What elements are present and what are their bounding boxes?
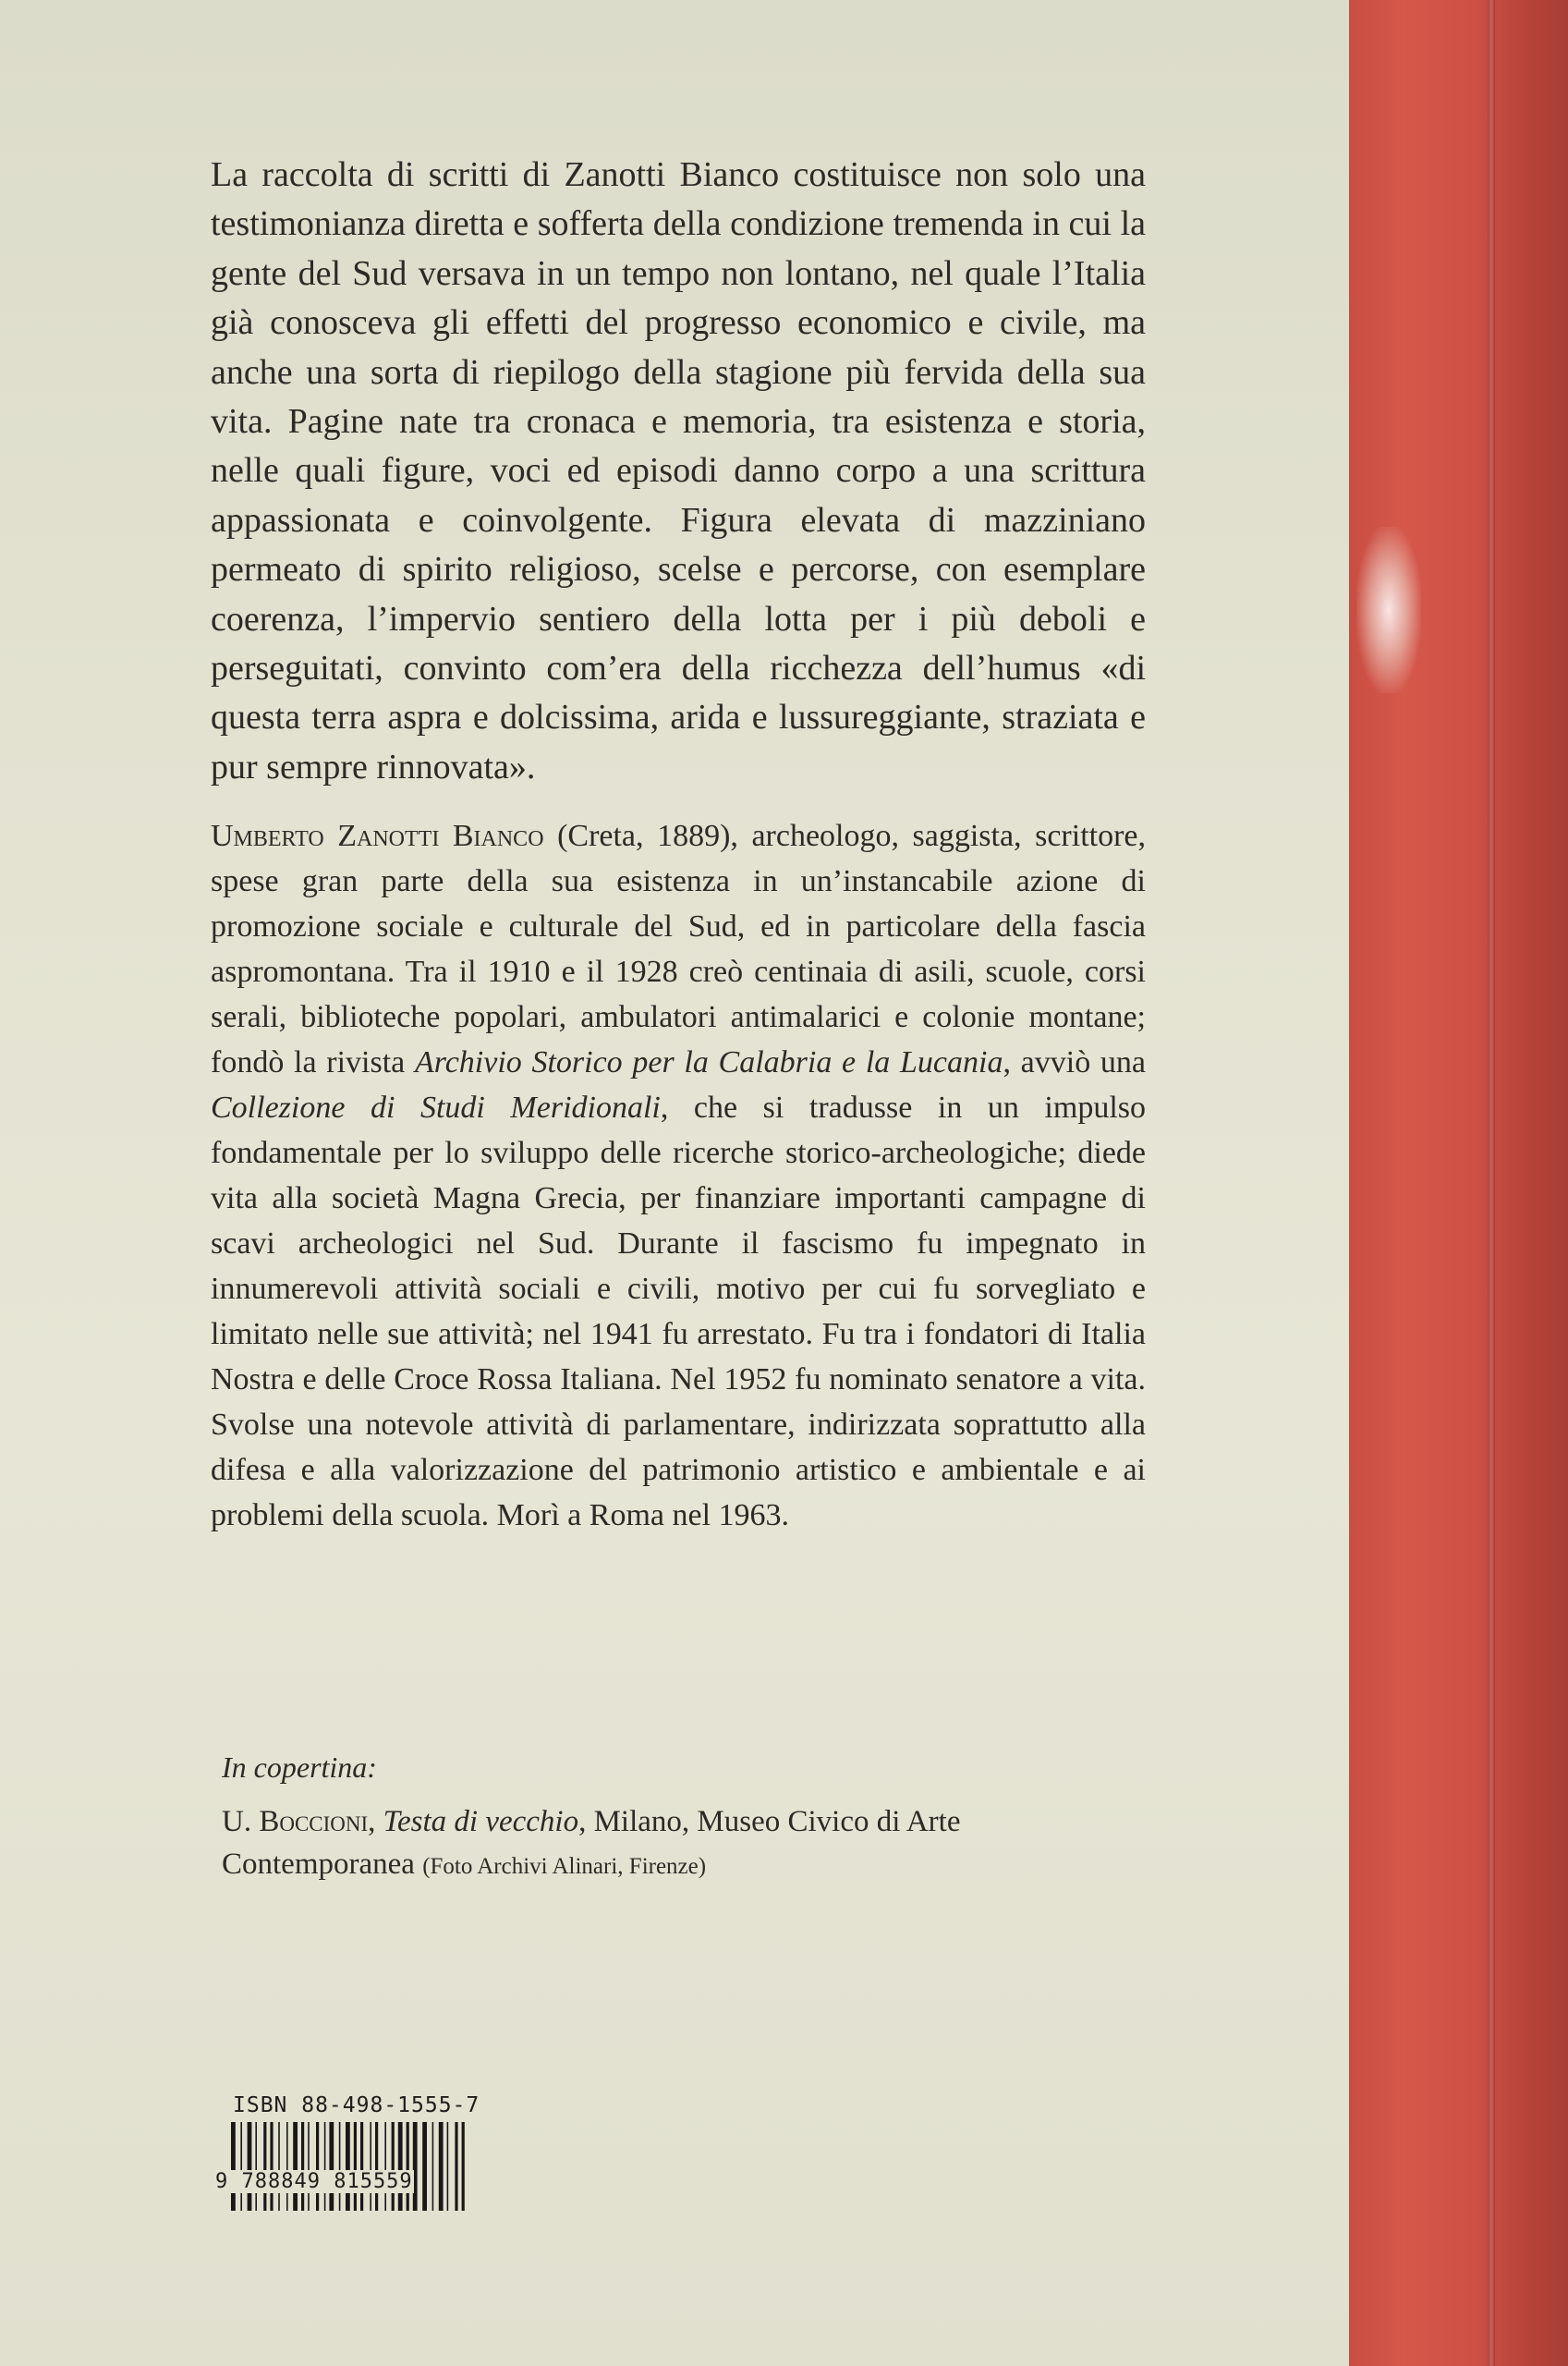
cover-credit-heading: In copertina: [222, 1750, 377, 1784]
cover-credit-text [222, 1800, 1053, 1888]
barcode-bar [286, 2122, 288, 2211]
barcode-bar [346, 2122, 350, 2211]
barcode-bar [392, 2122, 395, 2211]
barcode-bar [324, 2122, 326, 2211]
barcode-bar [316, 2122, 319, 2211]
isbn-label: ISBN 88-498-1555-7 [233, 2093, 480, 2117]
barcode-digits-text: 9 788849 815559 [215, 2170, 413, 2193]
author-name: Umberto Zanotti Bianco [211, 819, 544, 853]
barcode-bar [422, 2122, 427, 2211]
barcode-bar [370, 2122, 371, 2211]
barcode-bar [248, 2122, 252, 2211]
journal-title: Archivio Storico per la Calabria e la Lucania [414, 1045, 1003, 1079]
barcode-bar [329, 2122, 334, 2211]
artist-name: U. Boccioni [222, 1805, 369, 1838]
barcode-bar [278, 2122, 280, 2211]
barcode-bar [263, 2122, 266, 2211]
collection-title: Collezione di Studi Meridionali [211, 1091, 661, 1125]
barcode-bar [308, 2122, 310, 2211]
barcode-bar [293, 2122, 298, 2211]
spine-fold [1488, 0, 1495, 2366]
barcode-bar [432, 2122, 434, 2211]
barcode-bar [439, 2122, 444, 2211]
barcode-bar [240, 2122, 242, 2211]
bio-text-3: , che si tradusse in un impulso fondamentale per lo sviluppo delle ricerche storico-archeologiche; diede vita alla società Magna Grecia, per finanziare importanti campagne di scavi archeologici nel Sud. Durante il fascismo fu impegnato in innumerevoli attività sociali e civili, motivo per cui fu sorvegliato e limitato nelle sue attività; nel 1941 fu arrestato. Fu tra i fondatori di Italia Nostra e delle Croce Rossa Italiana. Nel 1952 fu nominato senatore a vita. Svolse una notevole attività di parlamentare, indirizzata soprattutto alla difesa e alla valorizzazione del patrimonio artistico e ambientale e ai problemi della scuola. Morì a Roma nel 1963. [211, 1091, 1146, 1532]
barcode-bar [398, 2122, 403, 2211]
synopsis-paragraph: La raccolta di scritti di Zanotti Bianco costituisce non solo una testimonianza diretta e sofferta della condizione tremenda in cui la gente del Sud versava in un tempo non lontano, nel quale l’Italia già conosceva gli effetti del progresso economico e civile, ma anche una sorta di riepilogo della stagione più fervida della sua vita. Pagine nate tra cronaca e memoria, tra esistenza e storia, nelle quali figure, voci ed episodi danno corpo a una scrittura appassionata e coinvolgente. Figura elevata di mazziniano permeato di spirito religioso, scelse e percorse, con esemplare coerenza, l’impervio sentiero della lotta per i più deboli e perseguitati, convinto com’era della ricchezza dell’humus «di questa terra aspra e dolcissima, arida e lussureggiante, straziata e pur sempre rinnovata». [211, 155, 1146, 787]
artwork-location: , Milano, Museo Civico di Arte Contemporanea [222, 1805, 961, 1881]
bio-text-1: (Creta, 1889), archeologo, saggista, scrittore, spese gran parte della sua esistenza in un’instancabile azione di promozione sociale e culturale del Sud, ed in particolare della fascia aspromontana. Tra il 1910 e il 1928 creò centinaia di asili, scuole, corsi serali, biblioteche popolari, ambulatori antimalarici e colonie montane; fondò la rivista [211, 819, 1147, 1079]
artwork-title: Testa di vecchio [383, 1805, 579, 1838]
cover-credit [222, 1747, 1053, 1888]
photo-credit: (Foto Archivi Alinari, Firenze) [422, 1854, 707, 1879]
bio-text-2: , avviò una [1003, 1045, 1146, 1079]
barcode-bar [354, 2122, 357, 2211]
barcode-bar [301, 2122, 304, 2211]
barcode-bar [407, 2122, 409, 2211]
barcode-bar [339, 2122, 341, 2211]
author-bio-paragraph [211, 813, 1146, 1538]
barcode-bar [255, 2122, 257, 2211]
barcode-bar [447, 2122, 449, 2211]
barcode-bar [231, 2122, 236, 2211]
barcode-bar [375, 2122, 378, 2211]
credit-separator: , [368, 1805, 383, 1838]
barcode-bar [413, 2122, 418, 2211]
barcode-bar [360, 2122, 363, 2211]
barcode-bar [384, 2122, 386, 2211]
book-spine [1349, 0, 1568, 2366]
barcode-bar [455, 2122, 457, 2211]
barcode-bar [270, 2122, 273, 2211]
barcode [214, 2122, 482, 2211]
barcode-digits [214, 2170, 482, 2193]
spine-wear-mark [1356, 527, 1421, 693]
barcode-bar [462, 2122, 465, 2211]
